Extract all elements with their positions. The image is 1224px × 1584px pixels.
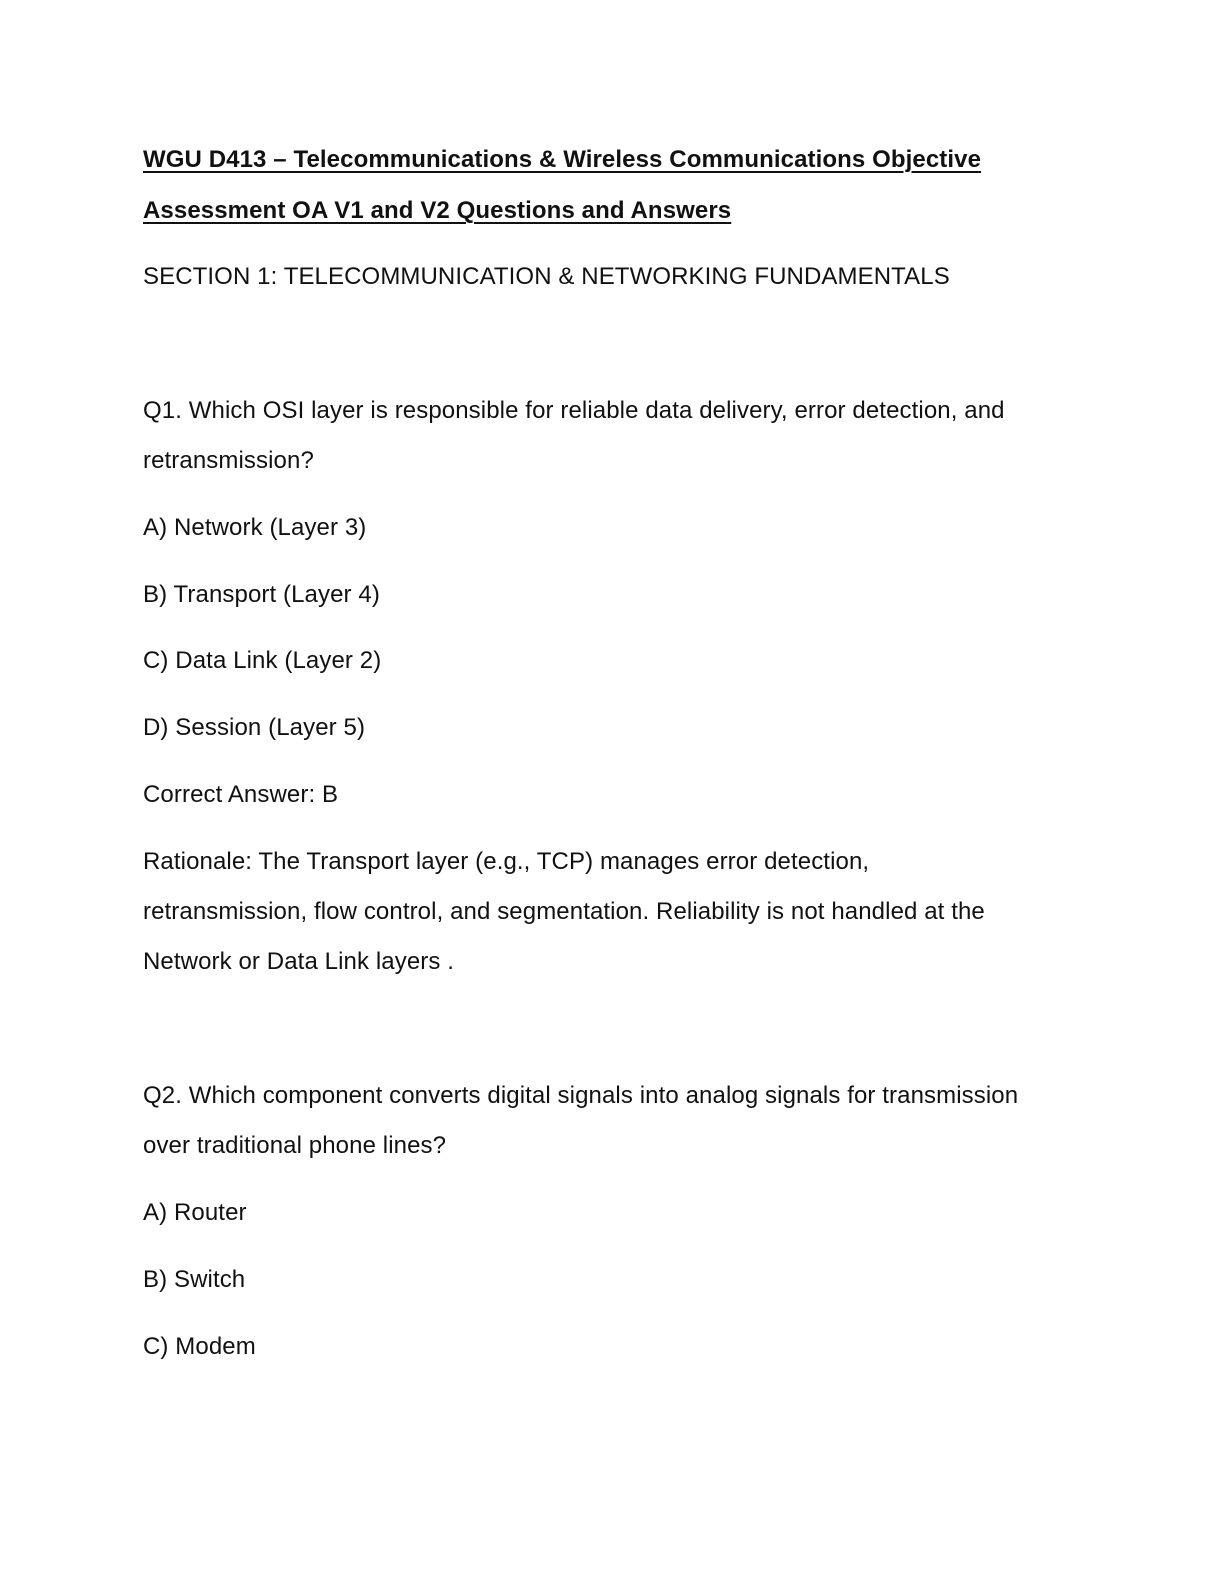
- document-title-line-2: Assessment OA V1 and V2 Questions and Answers: [143, 197, 732, 224]
- question-1-option-c: C) Data Link (Layer 2): [143, 647, 382, 674]
- question-1-correct-answer: Correct Answer: B: [143, 781, 339, 808]
- question-2-option-c: C) Modem: [143, 1333, 256, 1360]
- question-1-option-d: D) Session (Layer 5): [143, 714, 366, 741]
- question-2-text-line-2: over traditional phone lines?: [143, 1132, 447, 1159]
- question-1-text-line-1: Q1. Which OSI layer is responsible for reliable data delivery, error detection, and: [143, 397, 1005, 424]
- question-1-rationale-line-1: Rationale: The Transport layer (e.g., TCP) manages error detection,: [143, 848, 870, 875]
- question-1-option-a: A) Network (Layer 3): [143, 514, 367, 541]
- question-2-option-b: B) Switch: [143, 1266, 246, 1293]
- section-heading: SECTION 1: TELECOMMUNICATION & NETWORKING FUNDAMENTALS: [143, 263, 950, 290]
- question-1-rationale-line-3: Network or Data Link layers .: [143, 948, 455, 975]
- question-1-text-line-2: retransmission?: [143, 447, 314, 474]
- question-2-option-a: A) Router: [143, 1199, 247, 1226]
- document-title-line-1: WGU D413 – Telecommunications & Wireless Communications Objective: [143, 146, 982, 173]
- question-1-rationale-line-2: retransmission, flow control, and segmentation. Reliability is not handled at the: [143, 898, 985, 925]
- question-2-text-line-1: Q2. Which component converts digital signals into analog signals for transmission: [143, 1082, 1019, 1109]
- question-1-option-b: B) Transport (Layer 4): [143, 581, 380, 608]
